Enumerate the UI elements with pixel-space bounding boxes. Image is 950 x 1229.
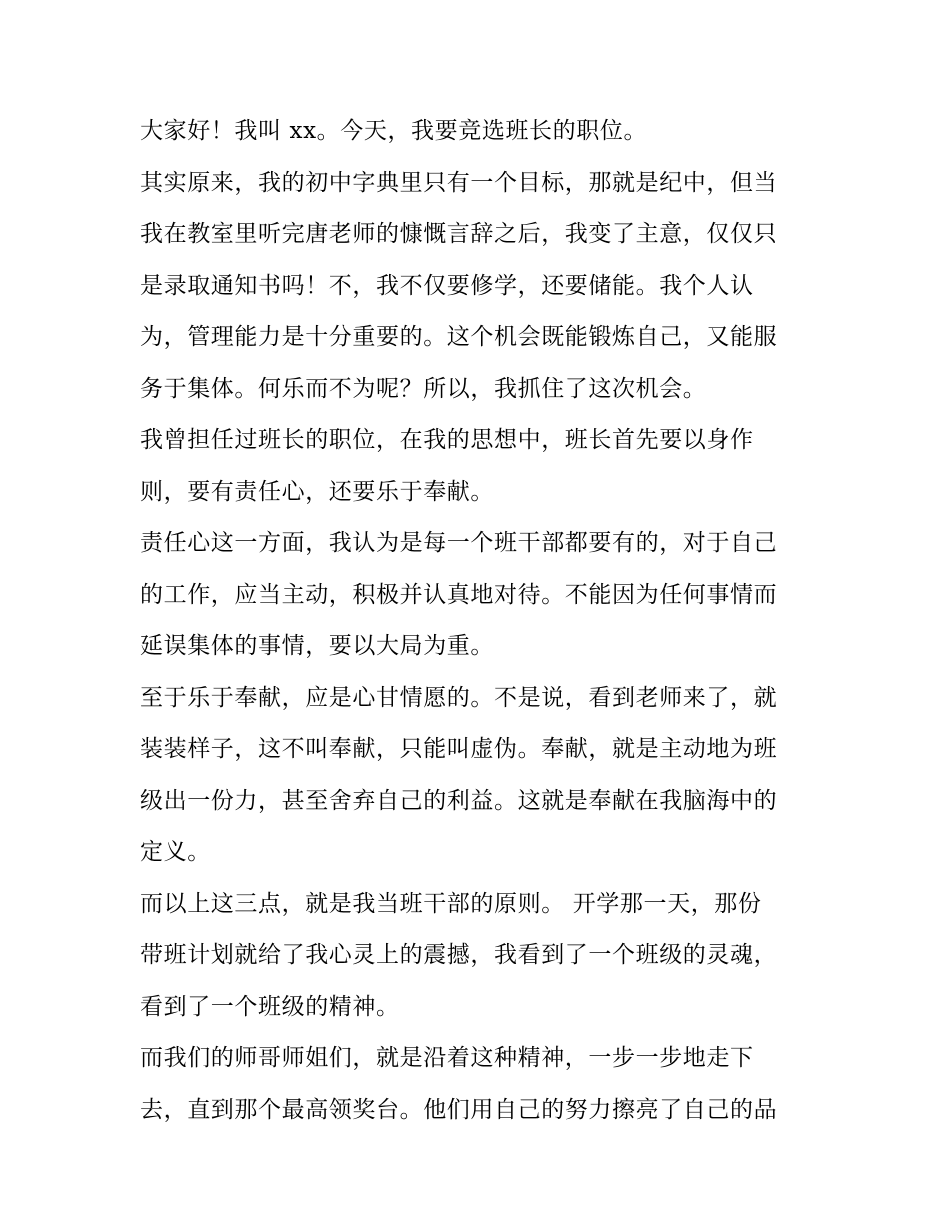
text-line: 带班计划就给了我心灵上的震撼，我看到了一个班级的灵魂，	[140, 942, 778, 968]
text-line: 装装样子，这不叫奉献，只能叫虚伪。奉献，就是主动地为班	[140, 736, 778, 762]
text-line: 去，直到那个最高领奖台。他们用自己的努力擦亮了自己的品	[140, 1096, 778, 1123]
text-line: 大家好！我叫 xx。今天，我要竞选班长的职位。	[140, 118, 648, 144]
paragraph-greeting	[140, 106, 820, 158]
text-line: 为，管理能力是十分重要的。这个机会既能锻炼自己，又能服	[140, 324, 778, 350]
text-line: 责任心这一方面，我认为是每一个班干部都要有的，对于自己	[140, 530, 778, 556]
text-line: 是录取通知书吗！不，我不仅要修学，还要储能。我个人认	[140, 272, 754, 299]
paragraph-dedication	[140, 673, 820, 879]
text-line: 我在教室里听完唐老师的慷慨言辞之后，我变了主意，仅仅只	[140, 221, 778, 247]
text-line: 我曾担任过班长的职位，在我的思想中，班长首先要以身作	[140, 427, 754, 453]
text-line: 级出一份力，甚至舍弃自己的利益。这就是奉献在我脑海中的	[140, 787, 778, 814]
paragraph-responsibility	[140, 518, 820, 673]
text-line: 而以上这三点，就是我当班干部的原则。 开学那一天，那份	[140, 890, 762, 917]
text-line: 至于乐于奉献，应是心甘情愿的。不是说，看到老师来了，就	[140, 684, 778, 711]
paragraph-principles	[140, 879, 820, 1034]
text-line: 务于集体。何乐而不为呢？所以，我抓住了这次机会。	[140, 375, 707, 402]
document-body	[140, 106, 820, 1136]
text-line: 定义。	[140, 839, 211, 865]
text-line: 其实原来，我的初中字典里只有一个目标，那就是纪中，但当	[140, 169, 778, 196]
paragraph-experience	[140, 415, 820, 518]
paragraph-seniors	[140, 1033, 820, 1136]
text-line: 的工作，应当主动，积极并认真地对待。不能因为任何事情而	[140, 581, 778, 608]
text-line: 则，要有责任心，还要乐于奉献。	[140, 478, 494, 505]
text-line: 而我们的师哥师姐们，就是沿着这种精神，一步一步地走下	[140, 1045, 754, 1071]
text-line: 看到了一个班级的精神。	[140, 993, 400, 1020]
text-line: 延误集体的事情，要以大局为重。	[140, 633, 494, 659]
paragraph-motivation	[140, 158, 820, 416]
